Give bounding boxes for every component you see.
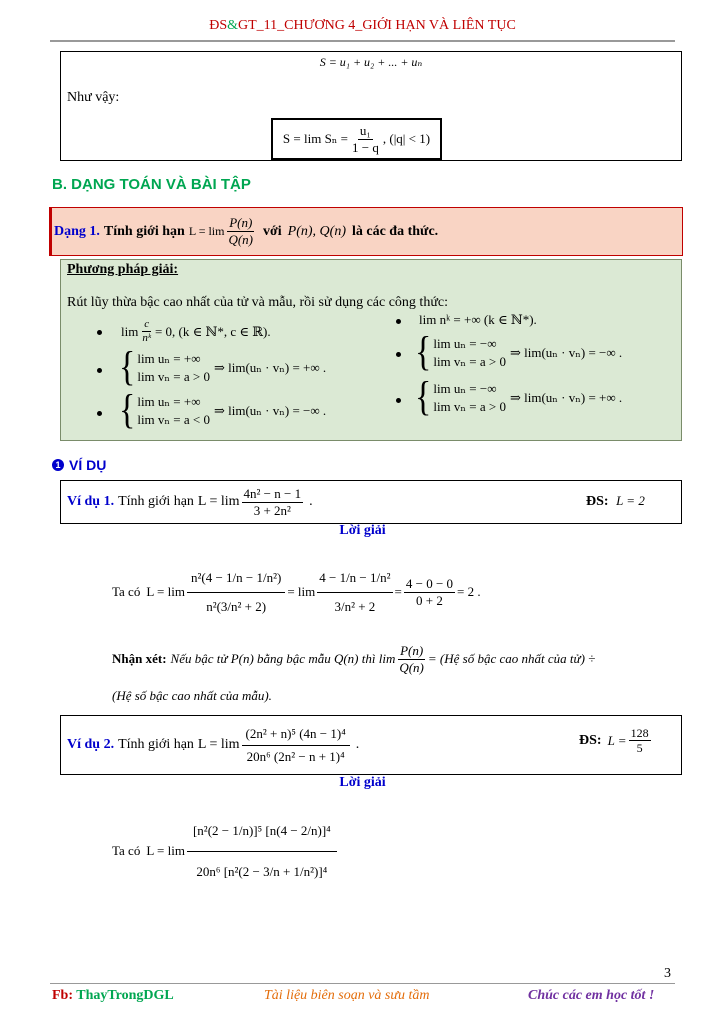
bullet-1 — [97, 330, 102, 335]
header-prefix: ĐS — [209, 18, 228, 33]
page-number: 3 — [664, 966, 671, 981]
method-title: Phương pháp giải: — [67, 262, 179, 277]
sum-box — [60, 51, 682, 161]
ex2-solution — [112, 808, 339, 894]
ex2-fraction — [242, 723, 350, 767]
footer-fb-name[interactable]: ThayTrongDGL — [76, 988, 174, 1003]
formula-fraction — [350, 123, 381, 155]
method-intro: Rút lũy thừa bậc cao nhất của tử và mẫu, rồi sử dụng các công thức: — [67, 295, 449, 310]
ex2-sol-lim: L = lim — [146, 843, 185, 858]
vi-du-title: VÍ DỤ — [69, 457, 107, 473]
footer-left — [52, 988, 174, 1004]
sum-formula: S = u₁ + u₂ + ... + uₙ — [319, 55, 423, 69]
dang1-den: Q(n) — [228, 232, 254, 247]
header-amp: & — [227, 18, 239, 33]
bullet-5 — [97, 411, 102, 416]
ex1-sol-den2: 3/n² + 2 — [334, 598, 376, 614]
ex1-loi-giai: Lời giải — [339, 523, 386, 538]
f3-lines — [137, 350, 210, 386]
ex2-problem — [67, 718, 359, 772]
dang1-text1: Tính giới hạn — [103, 223, 185, 239]
footer-middle: Tài liệu biên soạn và sưu tầm — [264, 988, 430, 1003]
ex1-sol-num1: n²(4 − 1/n − 1/n²) — [187, 564, 285, 593]
ex2-den: 20n⁶ (2n² − n + 1)⁴ — [246, 748, 345, 764]
dang1-lim: L = lim — [188, 224, 225, 238]
footer-rule — [50, 983, 675, 984]
formula-2: lim nᵏ = +∞ (k ∈ ℕ*). — [419, 312, 537, 327]
example1-box — [60, 480, 682, 524]
ex1-sol-den1: n²(3/n² + 2) — [206, 598, 267, 614]
dang1-label: Dạng 1. — [54, 223, 100, 239]
f1-den: nᵏ — [142, 332, 151, 345]
bullet-6 — [396, 398, 401, 403]
f4-r: ⇒ lim(uₙ · vₙ) = −∞ . — [509, 345, 623, 361]
ex1-label: Ví dụ 1. — [67, 494, 115, 509]
ex2-loi-giai: Lời giải — [339, 775, 386, 790]
ex2-ds-lhs: L = — [607, 732, 627, 748]
dang1-text2: với — [263, 223, 282, 239]
ex2-ds-den: 5 — [636, 741, 643, 756]
nhan-xet-fraction — [397, 643, 426, 675]
formula-4 — [415, 330, 623, 375]
ex1-num: 4n² − n − 1 — [243, 485, 302, 501]
f5-r: ⇒ lim(uₙ · vₙ) = −∞ . — [213, 403, 327, 419]
ex1-sol-num3: 4 − 0 − 0 — [405, 575, 454, 591]
nhan-xet-label: Nhận xét: — [112, 651, 167, 667]
ex1-sol-lim: L = lim — [146, 584, 185, 599]
ex2-answer — [579, 726, 653, 756]
ex1-text: Tính giới hạn — [118, 494, 194, 509]
f6-brace: { — [415, 375, 432, 420]
ex2-text: Tính giới hạn — [118, 737, 194, 752]
f6-l2: lim vₙ = a > 0 — [433, 399, 506, 415]
formula-num: u₁ — [359, 122, 371, 138]
f6-lines — [433, 380, 506, 416]
ex1-sol-frac1 — [187, 564, 285, 620]
bullet-4 — [396, 352, 401, 357]
ex2-ta-co: Ta có — [112, 843, 141, 858]
f4-l2: lim vₙ = a > 0 — [433, 354, 506, 370]
nhan-xet-num: P(n) — [400, 643, 424, 658]
ex1-den: 3 + 2n² — [253, 502, 291, 518]
f3-brace: { — [119, 345, 136, 390]
ex2-sol-num: [n²(2 − 1/n)]⁵ [n(4 − 2/n)]⁴ — [187, 811, 337, 852]
f5-l1: lim uₙ = +∞ — [137, 394, 201, 409]
ex2-ds-fraction — [629, 726, 651, 756]
ex1-fraction — [242, 486, 304, 518]
f6-r: ⇒ lim(uₙ · vₙ) = +∞ . — [509, 390, 623, 406]
formula-left: S = lim Sₙ = — [282, 131, 349, 146]
vi-du-heading — [52, 457, 106, 473]
f1-lim: lim — [121, 323, 139, 339]
ex1-sol-eq: = — [394, 584, 402, 599]
f3-l1: lim uₙ = +∞ — [137, 351, 201, 366]
formula-den: 1 − q — [352, 139, 379, 155]
header-middle: GT_11_CHƯƠNG 4_ — [238, 18, 363, 33]
formula-3 — [119, 345, 327, 390]
dang1-box — [49, 207, 683, 256]
ex2-num: (2n² + n)⁵ (4n − 1)⁴ — [242, 723, 350, 746]
dang1-num: P(n) — [229, 215, 253, 231]
ex2-sol-den: 20n⁶ [n²(2 − 3/n + 1/n²)]⁴ — [196, 863, 328, 879]
f6-l1: lim uₙ = −∞ — [433, 381, 497, 396]
formula-cond: , (|q| < 1) — [382, 131, 431, 146]
sum-limit-formula — [271, 118, 442, 160]
f5-l2: lim vₙ = a < 0 — [137, 412, 210, 428]
ex1-dot: . — [309, 494, 313, 509]
bullet-2 — [396, 319, 401, 324]
dang1-text3: là các đa thức. — [351, 223, 439, 239]
ex1-sol-num2: 4 − 1/n − 1/n² — [317, 564, 392, 593]
ex1-sol-frac3 — [404, 576, 455, 608]
dang1-fraction — [226, 215, 255, 247]
f1-num: c — [142, 318, 151, 332]
ex1-problem — [67, 483, 313, 521]
bullet-3 — [97, 368, 102, 373]
formula-1 — [121, 318, 271, 345]
f1-fraction — [140, 318, 153, 345]
ex1-answer — [586, 493, 645, 510]
section-b-title: B. DẠNG TOÁN VÀ BÀI TẬP — [52, 176, 251, 193]
header-rule — [50, 40, 675, 42]
ex1-sol-mid: = lim — [287, 584, 316, 599]
header-title: GIỚI HẠN VÀ LIÊN TỤC — [362, 18, 516, 33]
nhan-xet-text3: (Hệ số bậc cao nhất của mẫu). — [112, 688, 272, 703]
f1-rest: = 0, (k ∈ ℕ*, c ∈ ℝ). — [154, 323, 271, 339]
f5-lines — [137, 393, 210, 429]
f3-r: ⇒ lim(uₙ · vₙ) = +∞ . — [213, 360, 327, 376]
example2-box — [60, 715, 682, 775]
ex2-dot: . — [355, 737, 360, 752]
ex1-lim: L = lim — [197, 494, 240, 509]
nhan-xet-text1: Nếu bậc tử P(n) bằng bậc mẫu Q(n) thì lim — [170, 651, 396, 667]
nhan-xet-text2: = (Hệ số bậc cao nhất của tử) ÷ — [427, 651, 596, 667]
ex1-sol-frac2 — [317, 564, 392, 620]
ex2-sol-fraction — [187, 811, 337, 891]
f5-brace: { — [119, 388, 136, 433]
formula-5 — [119, 388, 327, 433]
nhan-xet-den: Q(n) — [399, 659, 424, 675]
nhan-xet — [112, 643, 672, 675]
f4-l1: lim uₙ = −∞ — [433, 336, 497, 351]
f4-lines — [433, 335, 506, 371]
ex2-label: Ví dụ 2. — [67, 737, 115, 752]
ex2-lim: L = lim — [197, 737, 240, 752]
ex1-sol-end: = 2 . — [457, 584, 481, 599]
footer-right: Chúc các em học tốt ! — [528, 988, 655, 1003]
formula-6 — [415, 375, 623, 420]
page-header — [0, 18, 725, 34]
footer-fb-label: Fb: — [52, 988, 73, 1003]
ex1-ds-label: ĐS: — [586, 494, 609, 509]
ex1-ds-value: L = 2 — [616, 493, 645, 508]
nhu-vay-text: Như vậy: — [67, 90, 120, 105]
f3-l2: lim vₙ = a > 0 — [137, 369, 210, 385]
dang1-pq: P(n), Q(n) — [287, 223, 346, 239]
ex2-ds-num: 128 — [630, 726, 649, 740]
ex1-solution — [112, 556, 481, 628]
method-box — [60, 259, 682, 441]
f4-brace: { — [415, 330, 432, 375]
ex1-ta-co: Ta có — [112, 584, 141, 599]
number-one-icon: 1 — [52, 459, 64, 471]
ex2-ds-label: ĐS: — [579, 732, 602, 748]
ex1-sol-den3: 0 + 2 — [416, 592, 443, 608]
